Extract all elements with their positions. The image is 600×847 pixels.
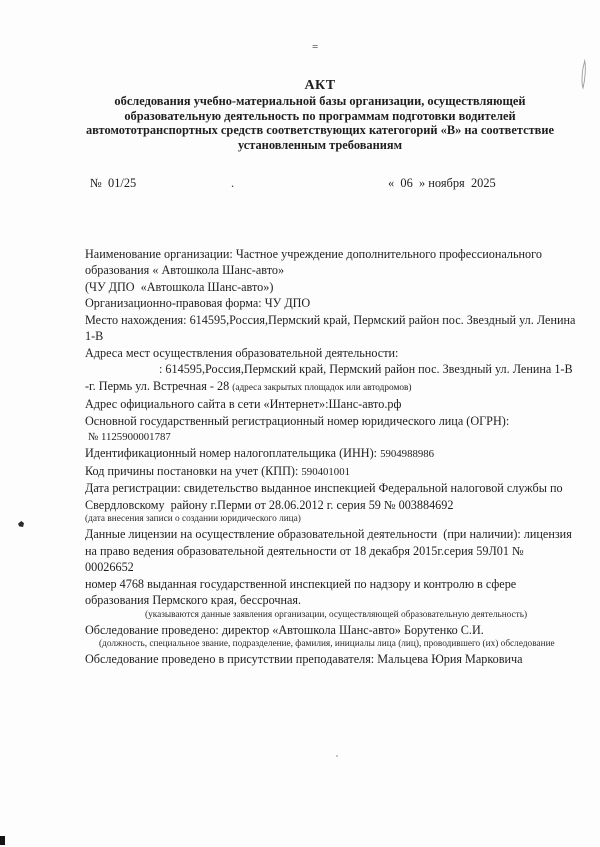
document-text-segment: (указываются данные заявления организации, осуществляющей образовательную деятельность) [145,609,528,620]
page-top-mark: = [312,41,319,53]
document-date: « 06 » ноября 2025 [388,176,496,190]
document-text-segment: -г. Пермь ул. Встречная - 28 [85,378,233,393]
document-text-segment: Адреса мест осуществления образовательной деятельности: [85,345,399,360]
document-text-segment: номер 4768 выданная государственной инспекцией по надзору и контролю в сфере [85,576,517,591]
document-line [85,651,585,667]
document-text-segment: 590401001 [301,465,350,478]
document-line [85,279,585,295]
document-text-segment: Данные лицензии на осуществление образовательной деятельности (при наличии): лицензия [85,527,572,542]
document-line [85,526,585,542]
document-text-segment: 5904988986 [380,448,435,461]
scan-edge-mark [0,836,5,845]
document-line [85,513,585,526]
document-line [85,295,585,311]
document-text-segment: 00026652 [85,560,134,575]
ink-blob-mark [18,521,24,527]
document-title-block [40,77,600,152]
document-line [85,592,585,608]
document-line [85,445,585,462]
document-text-segment: (должность, специальное звание, подразделение, фамилия, инициалы лица (лиц), проводившего (их) обследование [99,638,555,649]
document-subtitle-line: автомототранспортных средств соответствующих категогорий «В» на соответствие [85,123,554,138]
document-text-segment: Обследование проведено: директор «Автошкола Шанс-авто» Борутенко С.И. [85,622,484,637]
document-line [85,378,585,396]
document-line [85,559,585,575]
document-text-segment: 1-В [85,329,104,344]
document-number: № 01/25 [90,176,137,190]
document-text-segment: Организационно-правовая форма: ЧУ ДПО [85,296,311,311]
document-subtitle-line: установленным требованиям [237,137,403,152]
document-text-segment: Основной государственный регистрационный номер юридического лица (ОГРН): [85,413,510,428]
document-line [85,576,585,592]
document-line [85,312,585,328]
document-heading: АКТ [304,78,336,93]
document-line [85,463,585,480]
document-line [85,262,585,278]
document-line [85,328,585,344]
document-text-segment: : 614595,Россия,Пермский край, Пермский район пос. Звездный ул. Ленина 1-В [159,362,573,377]
document-text-segment: образования Пермского края, бессрочная. [85,593,302,608]
document-text-segment: на право ведения образовательной деятельности от 18 декабря 2015г.серия 59Л01 № [85,543,524,558]
document-text-segment: Идентификационный номер налогоплательщика (ИНН): [85,446,381,461]
document-line [85,497,585,513]
document-line [85,361,585,377]
document-line [85,396,585,412]
document-line [85,543,585,559]
document-text-segment: (дата внесения записи о создании юридического лица) [85,514,301,525]
document-text-segment: Обследование проведено в присутствии преподавателя: Мальцева Юрия Марковича [85,651,523,666]
document-text-segment: Адрес официального сайта в сети «Интернет»:Шанс-авто.рф [85,397,402,412]
document-text-segment: Свердловскому району г.Перми от 28.06.2012 г. серия 59 № 003884692 [85,497,454,512]
document-text-segment: Дата регистрации: свидетельство выданное инспекцией Федеральной налоговой службы по [85,481,563,496]
document-body [85,246,585,667]
document-line [85,638,585,651]
document-line [85,246,585,262]
document-line [85,429,585,445]
document-text-segment: (ЧУ ДПО «Автошкола Шанс-авто») [85,279,274,294]
document-line [85,622,585,638]
separator-dot: . [231,176,235,190]
document-text-segment: Место нахождения: 614595,Россия,Пермский край, Пермский район пос. Звездный ул. Ленина [85,312,576,327]
document-line [85,413,585,429]
document-line [85,480,585,496]
document-line [85,345,585,361]
document-subtitle-line: образовательную деятельность по программам подготовки водителей [124,108,516,123]
document-text-segment: (адреса закрытых площадок или автодромов) [232,382,412,393]
stray-dot-mark [336,755,338,757]
document-subtitle-line: обследования учебно-материальной базы организации, осуществляющей [114,94,526,108]
document-text-segment: образования « Автошкола Шанс-авто» [85,263,285,278]
meta-row [0,176,600,194]
document-text-segment: № 1125900001787 [88,430,171,443]
document-line [85,609,585,622]
document-text-segment: Наименование организации: Частное учреждение дополнительного профессионального [85,247,542,261]
document-text-segment: Код причины постановки на учет (КПП): [85,463,302,478]
